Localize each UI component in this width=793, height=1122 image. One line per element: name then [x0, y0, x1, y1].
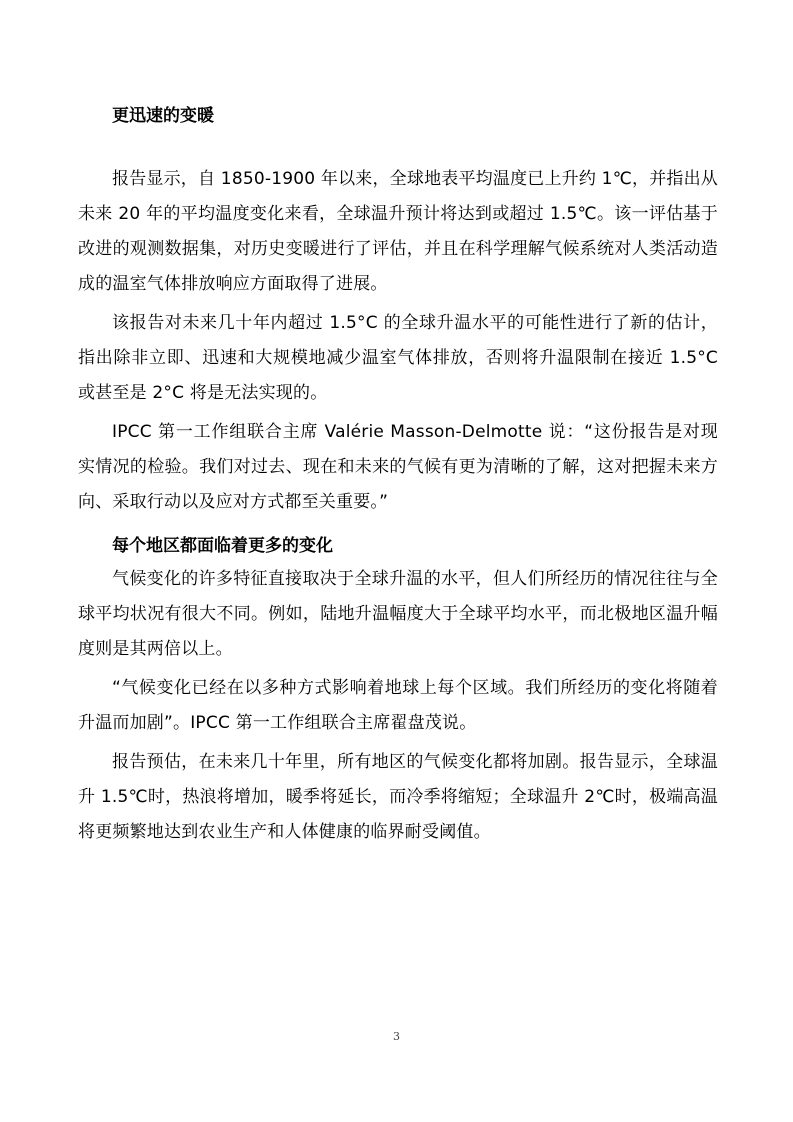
page-content	[78, 100, 718, 850]
paragraph-zhai-panmao-quote: “气候变化已经在以多种方式影响着地球上每个区域。我们所经历的变化将随着升温而加剧”。IPCC 第一工作组联合主席翟盘茂说。	[78, 678, 718, 733]
paragraph-report-projects: 报告预估，在未来几十年里，所有地区的气候变化都将加剧。报告显示，全球温升 1.5℃时，热浪将增加，暖季将延长，而冷季将缩短；全球温升 2℃时，极端高温将更频繁地达到农业生产和人体健康的临界耐受阈值。	[78, 752, 718, 842]
paragraph-climate-features: 气候变化的许多特征直接取决于全球升温的水平，但人们所经历的情况往往与全球平均状况有很大不同。例如，陆地升温幅度大于全球平均水平，而北极地区温升幅度则是其两倍以上。	[78, 569, 718, 659]
paragraph-report-shows: 报告显示，自 1850-1900 年以来，全球地表平均温度已上升约 1℃，并指出从未来 20 年的平均温度变化来看，全球温升预计将达到或超过 1.5℃。该一评估基于改进的观测数据集，对历史变暖进行了评估，并且在科学理解气候系统对人类活动造成的温室气体排放响应方面取得了进展。	[78, 169, 718, 294]
section-heading-faster-warming: 更迅速的变暖	[112, 106, 214, 126]
section-heading-every-region: 每个地区都面临着更多的变化	[112, 536, 333, 556]
page-number: 3	[393, 1030, 400, 1043]
paragraph-masson-delmotte-quote: IPCC 第一工作组联合主席 Valérie Masson-Delmotte 说：“这份报告是对现实情况的检验。我们对过去、现在和未来的气候有更为清晰的了解，这对把握未来方向、采取行动以及应对方式都至关重要。”	[78, 422, 718, 512]
paragraph-new-estimate: 该报告对未来几十年内超过 1.5°C 的全球升温水平的可能性进行了新的估计，指出除非立即、迅速和大规模地减少温室气体排放，否则将升温限制在接近 1.5°C 或甚至是 2°C 将是无法实现的。	[78, 313, 718, 403]
